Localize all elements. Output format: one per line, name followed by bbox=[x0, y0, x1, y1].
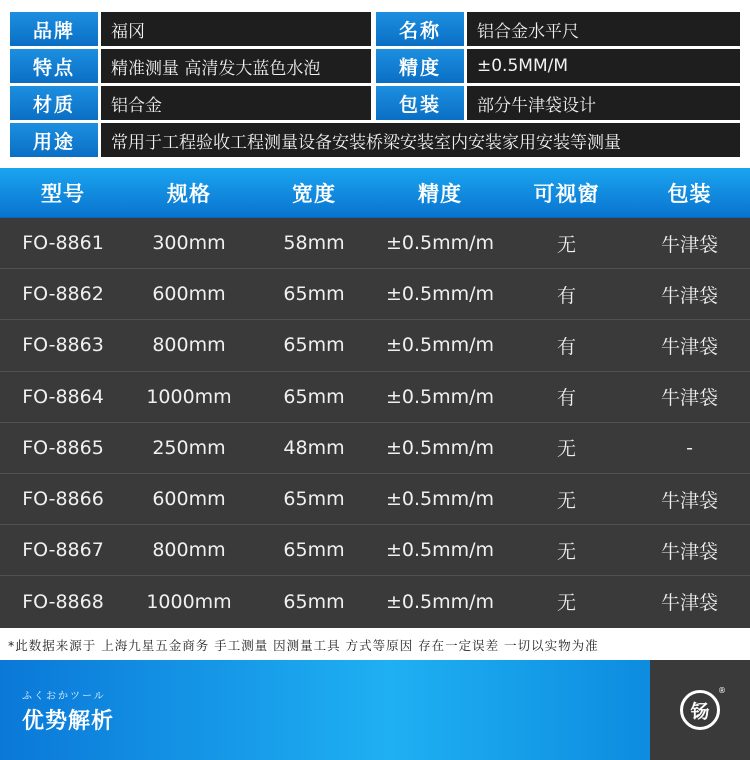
cell-package: 牛津袋 bbox=[660, 335, 718, 358]
cell-width: 65mm bbox=[283, 590, 345, 613]
cell-size: 800mm bbox=[152, 539, 226, 562]
logo-icon bbox=[680, 690, 720, 730]
footer-subtitle: ふくおかツール bbox=[22, 691, 106, 702]
cell-width: 65mm bbox=[283, 385, 345, 408]
cell-package: 牛津袋 bbox=[660, 592, 718, 615]
footer-banner bbox=[0, 660, 750, 760]
cell-model: FO-8862 bbox=[22, 283, 104, 306]
cell-window: 有 bbox=[556, 387, 576, 410]
cell-window: 有 bbox=[556, 284, 576, 307]
cell-window: 无 bbox=[556, 233, 576, 256]
cell-window: 无 bbox=[556, 438, 576, 461]
header-size: 规格 bbox=[167, 181, 211, 206]
cell-package: 牛津袋 bbox=[660, 387, 718, 410]
cell-size: 600mm bbox=[152, 283, 226, 306]
attr-key-name: 名称 bbox=[376, 12, 464, 46]
cell-model: FO-8868 bbox=[22, 590, 104, 613]
header-model: 型号 bbox=[41, 181, 85, 206]
cell-width: 58mm bbox=[283, 232, 345, 255]
cell-package: 牛津袋 bbox=[660, 233, 718, 256]
attr-key-usage: 用途 bbox=[10, 123, 98, 157]
cell-size: 600mm bbox=[152, 488, 226, 511]
attr-value-material: 铝合金 bbox=[101, 86, 371, 120]
cell-package: 牛津袋 bbox=[660, 540, 718, 563]
attr-key-precision: 精度 bbox=[376, 49, 464, 83]
attr-key-feature: 特点 bbox=[10, 49, 98, 83]
table-row bbox=[0, 320, 750, 371]
table-row bbox=[0, 423, 750, 474]
cell-model: FO-8865 bbox=[22, 436, 104, 459]
cell-package: 牛津袋 bbox=[660, 489, 718, 512]
registered-mark: ® bbox=[718, 686, 726, 695]
header-precision: 精度 bbox=[418, 181, 462, 206]
cell-window: 无 bbox=[556, 540, 576, 563]
table-row bbox=[0, 474, 750, 525]
table-body bbox=[0, 218, 750, 628]
cell-width: 48mm bbox=[283, 436, 345, 459]
cell-precision: ±0.5mm/m bbox=[385, 436, 495, 459]
cell-width: 65mm bbox=[283, 488, 345, 511]
cell-width: 65mm bbox=[283, 539, 345, 562]
cell-precision: ±0.5mm/m bbox=[385, 232, 495, 255]
cell-precision: ±0.5mm/m bbox=[385, 334, 495, 357]
cell-window: 有 bbox=[556, 335, 576, 358]
header-window: 可视窗 bbox=[533, 181, 600, 206]
table-row bbox=[0, 525, 750, 576]
cell-precision: ±0.5mm/m bbox=[385, 539, 495, 562]
attr-value-brand: 福冈 bbox=[101, 12, 371, 46]
attr-value-feature: 精准测量 高清发大蓝色水泡 bbox=[101, 49, 371, 83]
logo-character: 钖 bbox=[690, 700, 710, 723]
brand-logo bbox=[650, 660, 750, 760]
cell-window: 无 bbox=[556, 592, 576, 615]
attr-value-precision: ±0.5MM/M bbox=[467, 49, 740, 83]
cell-size: 1000mm bbox=[146, 590, 232, 613]
cell-precision: ±0.5mm/m bbox=[385, 385, 495, 408]
attr-key-brand: 品牌 bbox=[10, 12, 98, 46]
cell-width: 65mm bbox=[283, 334, 345, 357]
cell-precision: ±0.5mm/m bbox=[385, 283, 495, 306]
cell-package: 牛津袋 bbox=[660, 284, 718, 307]
cell-model: FO-8866 bbox=[22, 488, 104, 511]
attr-value-name: 铝合金水平尺 bbox=[467, 12, 740, 46]
cell-precision: ±0.5mm/m bbox=[385, 590, 495, 613]
cell-size: 1000mm bbox=[146, 385, 232, 408]
spec-table bbox=[0, 168, 750, 628]
table-row bbox=[0, 576, 750, 627]
cell-window: 无 bbox=[556, 489, 576, 512]
attr-key-material: 材质 bbox=[10, 86, 98, 120]
cell-precision: ±0.5mm/m bbox=[385, 488, 495, 511]
cell-model: FO-8861 bbox=[22, 232, 104, 255]
cell-size: 250mm bbox=[152, 436, 226, 459]
cell-width: 65mm bbox=[283, 283, 345, 306]
cell-model: FO-8863 bbox=[22, 334, 104, 357]
table-row bbox=[0, 269, 750, 320]
header-width: 宽度 bbox=[292, 181, 336, 206]
table-row bbox=[0, 218, 750, 269]
cell-model: FO-8864 bbox=[22, 385, 104, 408]
attr-value-package: 部分牛津袋设计 bbox=[467, 86, 740, 120]
cell-size: 800mm bbox=[152, 334, 226, 357]
attribute-panel bbox=[0, 0, 750, 163]
disclaimer-note: *此数据来源于 上海九星五金商务 手工测量 因测量工具 方式等原因 存在一定误差 一切以实物为准 bbox=[0, 629, 750, 660]
cell-size: 300mm bbox=[152, 232, 226, 255]
attr-key-package: 包装 bbox=[376, 86, 464, 120]
footer-title-area bbox=[0, 660, 650, 760]
header-package: 包装 bbox=[667, 181, 712, 206]
cell-package: - bbox=[686, 436, 693, 459]
attr-value-usage: 常用于工程验收工程测量设备安装桥梁安装室内安装家用安装等测量 bbox=[101, 123, 740, 157]
cell-model: FO-8867 bbox=[22, 539, 104, 562]
footer-title: 优势解析 bbox=[22, 709, 115, 734]
table-row bbox=[0, 372, 750, 423]
table-header bbox=[0, 168, 750, 218]
